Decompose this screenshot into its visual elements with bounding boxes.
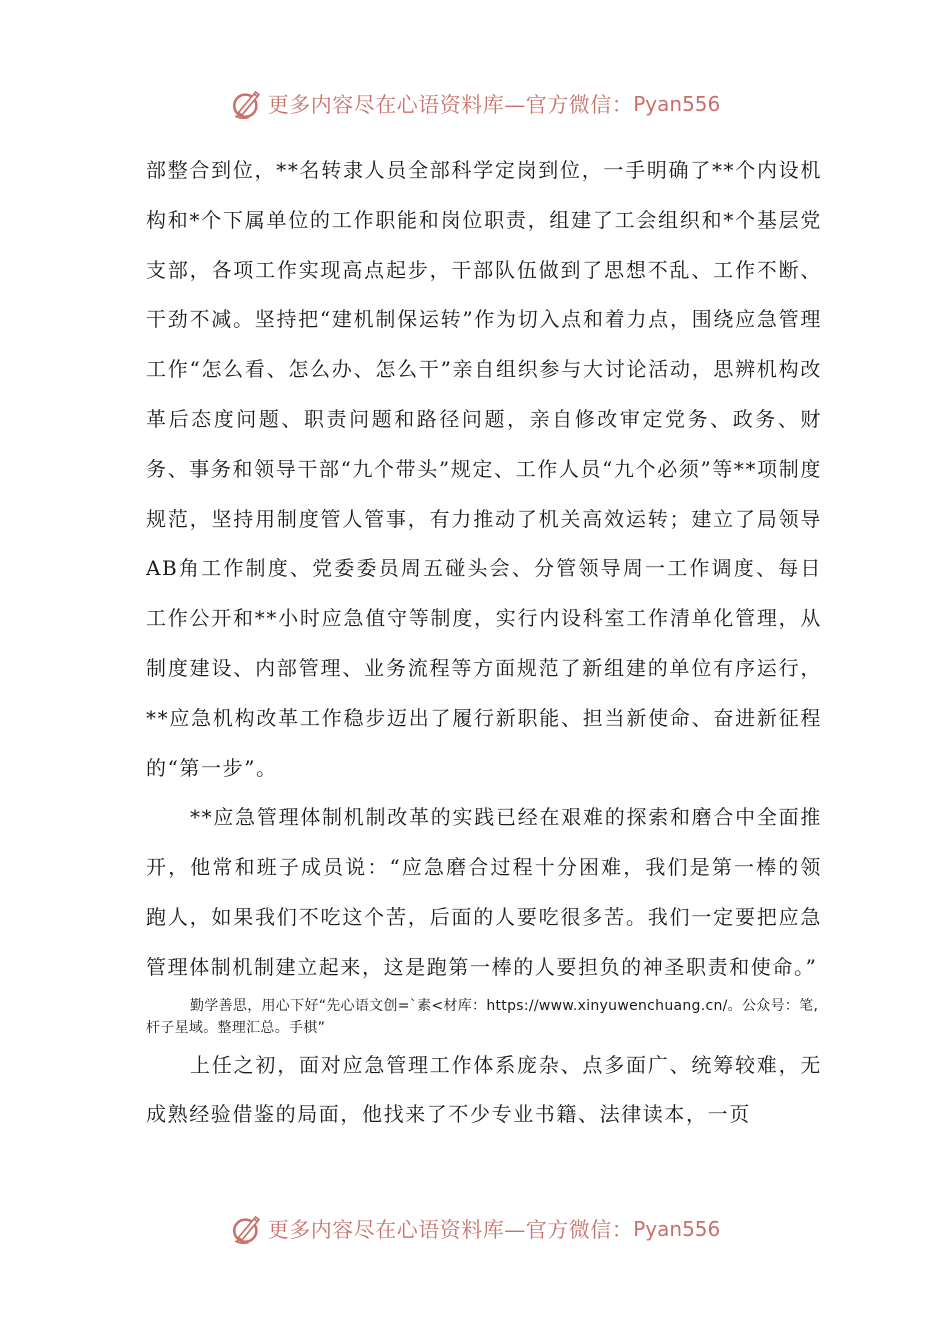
source-note: 勤学善思，用心下好“先心语文创=`素<材库：https://www.xinyuwenchuang.cn/。公众号：笔,杆子星域。整理汇总。手棋” xyxy=(146,997,819,1036)
banner-wechat-id: Pyan556 xyxy=(633,92,721,116)
banner-text: 更多内容尽在心语资料库—官方微信： xyxy=(267,93,634,117)
pen-quill-logo-icon xyxy=(230,1212,264,1246)
banner-wechat-id: Pyan556 xyxy=(633,1217,721,1241)
paragraph-2: **应急管理体制机制改革的实践已经在艰难的探索和磨合中全面推开，他常和班子成员说：“应急磨合过程十分困难，我们是第一棒的领跑人，如果我们不吃这个苦，后面的人要吃很多苦。我们一定要把应急管理体制机制建立起来，这是跑第一棒的人要担负的神圣职责和使命。” xyxy=(146,805,822,979)
pen-quill-logo-icon xyxy=(230,87,264,121)
document-body xyxy=(146,146,822,1140)
paragraph-3: 上任之初，面对应急管理工作体系庞杂、点多面广、统筹较难，无成熟经验借鉴的局面，他找来了不少专业书籍、法律读本，一页 xyxy=(146,1052,822,1127)
header-banner xyxy=(0,84,950,124)
footer-banner xyxy=(0,1209,950,1249)
paragraph-1: 部整合到位，**名转隶人员全部科学定岗到位，一手明确了**个内设机构和*个下属单位的工作职能和岗位职责，组建了工会组织和*个基层党支部，各项工作实现高点起步，干部队伍做到了思想不乱、工作不断、干劲不减。坚持把“建机制保运转”作为切入点和着力点，围绕应急管理工作“怎么看、怎么办、怎么干”亲自组织参与大讨论活动，思辨机构改革后态度问题、职责问题和路径问题，亲自修改审定党务、政务、财务、事务和领导干部“九个带头”规定、工作人员“九个必须”等**项制度规范，坚持用制度管人管事，有力推动了机关高效运转；建立了局领导AB角工作制度、党委委员周五碰头会、分管领导周一工作调度、每日工作公开和**小时应急值守等制度，实行内设科室工作清单化管理，从制度建设、内部管理、业务流程等方面规范了新组建的单位有序运行，**应急机构改革工作稳步迈出了履行新职能、担当新使命、奋进新征程的“第一步”。 xyxy=(146,158,822,780)
banner-text: 更多内容尽在心语资料库—官方微信： xyxy=(267,1218,634,1242)
